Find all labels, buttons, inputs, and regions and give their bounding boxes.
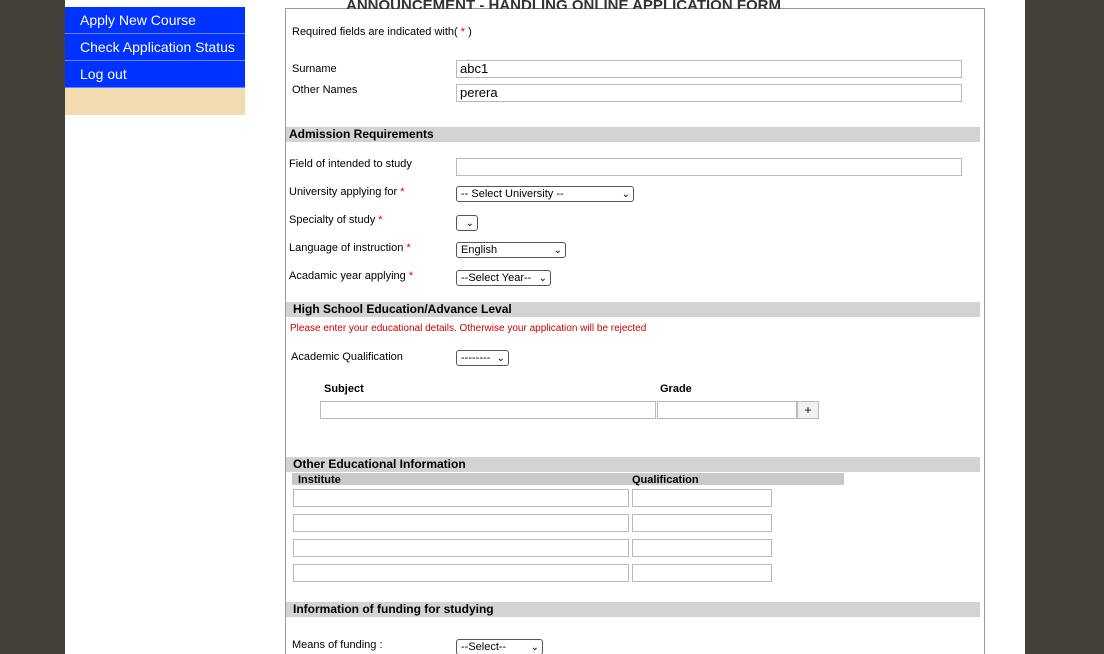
chevron-down-icon: ⌄	[538, 273, 547, 284]
required-note	[292, 26, 472, 38]
chevron-down-icon: ⌄	[553, 245, 562, 256]
required-star: *	[460, 26, 466, 38]
specialty-label-text: Specialty of study	[289, 214, 376, 226]
education-warning-text: Please enter your educational details. Otherwise your application will be rejected	[290, 323, 647, 334]
chevron-down-icon: ⌄	[621, 189, 630, 200]
means-of-funding-label: Means of funding :	[292, 639, 383, 651]
chevron-down-icon: ⌄	[530, 642, 539, 653]
sidebar-item-check-application-status[interactable]: Check Application Status	[65, 34, 245, 61]
qualification-column-header: Qualification	[632, 474, 699, 486]
academic-qualification-label: Academic Qualification	[291, 351, 403, 363]
university-select-value: -- Select University --	[461, 188, 564, 200]
field-of-study-input[interactable]	[456, 158, 962, 176]
specialty-required-star: *	[378, 214, 383, 226]
academic-qualification-select[interactable]	[456, 350, 509, 366]
add-subject-button[interactable]: +	[797, 401, 819, 419]
application-form	[285, 0, 985, 654]
grade-input[interactable]	[657, 401, 797, 419]
means-of-funding-value: --Select--	[461, 641, 507, 653]
institute-input-1[interactable]	[293, 489, 629, 507]
university-required-star: *	[400, 186, 405, 198]
chevron-down-icon: ⌄	[465, 218, 474, 229]
language-label-text: Language of instruction	[289, 242, 404, 254]
academic-year-label	[289, 270, 413, 282]
institute-input-4[interactable]	[293, 564, 629, 582]
field-of-study-label: Field of intended to study	[289, 158, 412, 170]
sidebar-item-apply-new-course[interactable]: Apply New Course	[65, 7, 245, 34]
institute-input-3[interactable]	[293, 539, 629, 557]
other-education-table-header	[292, 473, 844, 485]
required-note-prefix: Required fields are indicated with(	[292, 26, 461, 38]
page	[65, 0, 1025, 654]
qualification-input-3[interactable]	[632, 539, 772, 557]
sidebar-item-log-out[interactable]: Log out	[65, 61, 245, 88]
academic-qualification-value: --------	[461, 352, 491, 364]
form-title: ANNOUNCEMENT - HANDLING ONLINE APPLICATION FORM	[346, 0, 781, 9]
specialty-select[interactable]	[456, 215, 478, 231]
institute-input-2[interactable]	[293, 514, 629, 532]
university-label-text: University applying for	[289, 186, 398, 198]
sidebar-filler	[65, 88, 245, 115]
section-header-funding: Information of funding for studying	[286, 602, 980, 617]
grade-column-header: Grade	[660, 383, 692, 395]
language-select[interactable]	[456, 242, 566, 258]
other-names-label: Other Names	[292, 84, 358, 96]
subject-column-header: Subject	[324, 383, 364, 395]
section-header-admission: Admission Requirements	[286, 127, 980, 142]
university-label	[289, 186, 405, 198]
academic-year-select[interactable]	[456, 270, 551, 286]
subject-input[interactable]	[320, 401, 656, 419]
sidebar	[65, 7, 245, 115]
university-select[interactable]	[456, 186, 634, 202]
qualification-input-4[interactable]	[632, 564, 772, 582]
qualification-input-2[interactable]	[632, 514, 772, 532]
chevron-down-icon: ⌄	[496, 353, 505, 364]
language-select-value: English	[461, 244, 498, 256]
required-note-suffix: )	[465, 26, 472, 38]
surname-input[interactable]: abc1	[456, 60, 962, 78]
academic-year-required-star: *	[408, 270, 414, 282]
surname-label: Surname	[292, 63, 337, 75]
means-of-funding-select[interactable]	[456, 639, 543, 654]
academic-year-label-text: Acadamic year applying	[289, 270, 406, 282]
academic-year-select-value: --Select Year--	[461, 272, 532, 284]
section-header-high-school: High School Education/Advance Leval	[286, 302, 980, 317]
language-label	[289, 242, 411, 254]
qualification-input-1[interactable]	[632, 489, 772, 507]
other-names-input[interactable]: perera	[456, 84, 962, 102]
specialty-label	[289, 214, 383, 226]
institute-column-header: Institute	[298, 474, 341, 486]
section-header-other-education: Other Educational Information	[286, 457, 980, 472]
language-required-star: *	[406, 242, 411, 254]
